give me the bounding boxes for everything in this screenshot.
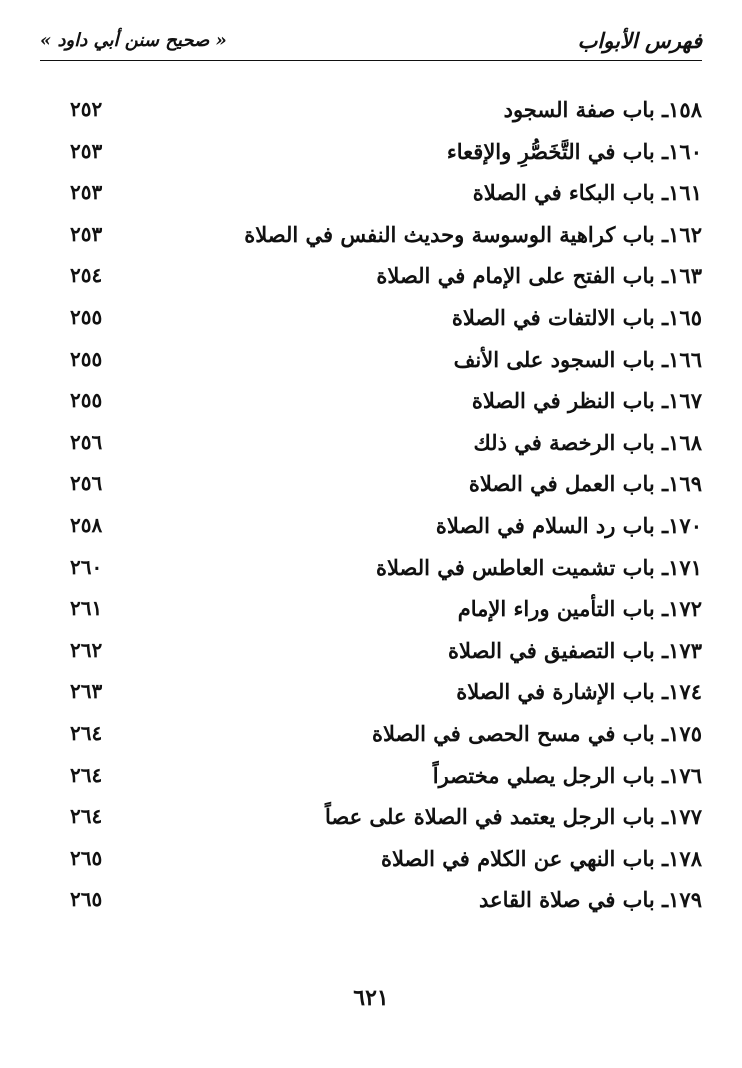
toc-entry [70, 301, 702, 343]
toc-entry-page: ٢٥٦ [70, 429, 103, 454]
toc-entry-title: ١٧٤ـ باب الإشارة في الصلاة [456, 679, 702, 705]
toc-entry [70, 176, 702, 218]
toc-entry [70, 675, 702, 717]
toc-entry [70, 551, 702, 593]
toc-entry [70, 135, 702, 177]
toc-entry-title: ١٧٣ـ باب التصفيق في الصلاة [447, 637, 702, 663]
section-title: فهرس الأبواب [577, 28, 702, 53]
toc-entry-title: ١٦٧ـ باب النظر في الصلاة [471, 388, 702, 414]
toc-entry-title: ١٧٢ـ باب التأمين وراء الإمام [457, 596, 702, 622]
toc-entry-title: ١٧٧ـ باب الرجل يعتمد في الصلاة على عصاً [324, 804, 702, 830]
toc-entry-page: ٢٥٣ [70, 138, 103, 163]
toc-entry-page: ٢٥٣ [70, 180, 103, 205]
header-divider [40, 60, 702, 61]
toc-entry-title: ١٦٦ـ باب السجود على الأنف [453, 346, 702, 372]
toc-entry [70, 343, 702, 385]
toc-entry [70, 800, 702, 842]
toc-entry-page: ٢٦٤ [70, 804, 103, 829]
toc-entry-page: ٢٥٣ [70, 221, 103, 246]
toc-entry-page: ٢٥٢ [70, 97, 103, 121]
toc-entry-title: ١٦٨ـ باب الرخصة في ذلك [473, 429, 702, 455]
toc-entry [70, 883, 702, 925]
toc-entry [70, 634, 702, 676]
toc-entry-title: ١٦٢ـ باب كراهية الوسوسة وحديث النفس في الصلاة [244, 221, 702, 247]
toc-entry-title: ١٦٥ـ باب الالتفات في الصلاة [451, 304, 702, 330]
toc-entry-title: ١٦١ـ باب البكاء في الصلاة [472, 180, 702, 206]
toc-entry-title: ١٧٠ـ باب رد السلام في الصلاة [435, 512, 702, 538]
toc-entry [70, 509, 702, 551]
toc-entry [70, 592, 702, 634]
toc-entry [70, 426, 702, 468]
toc-entry-title: ١٥٨ـ باب صفة السجود [503, 97, 702, 122]
toc-entry-title: ١٦٣ـ باب الفتح على الإمام في الصلاة [376, 263, 702, 289]
toc-entry [70, 717, 702, 759]
toc-entry-page: ٢٦٠ [70, 554, 103, 579]
toc-entry-page: ٢٥٥ [70, 346, 103, 371]
toc-entry [70, 259, 702, 301]
toc-entry [70, 218, 702, 260]
toc-entry [70, 467, 702, 509]
toc-entry-page: ٢٥٥ [70, 304, 103, 329]
table-of-contents [70, 93, 702, 925]
toc-entry-title: ١٧٥ـ باب في مسح الحصى في الصلاة [372, 720, 702, 746]
toc-entry [70, 842, 702, 884]
toc-entry-title: ١٧٨ـ باب النهي عن الكلام في الصلاة [380, 845, 702, 871]
running-header [40, 22, 702, 62]
toc-entry-page: ٢٥٤ [70, 263, 103, 288]
toc-entry-page: ٢٥٥ [70, 388, 103, 413]
toc-entry-page: ٢٦١ [70, 596, 103, 621]
toc-entry-title: ١٦٩ـ باب العمل في الصلاة [468, 471, 702, 497]
toc-entry [70, 759, 702, 801]
toc-entry-page: ٢٥٦ [70, 471, 103, 496]
toc-entry [70, 93, 702, 135]
toc-entry-page: ٢٥٨ [70, 512, 103, 537]
toc-entry-page: ٢٦٥ [70, 845, 103, 870]
toc-entry-page: ٢٦٤ [70, 720, 103, 745]
toc-entry-page: ٢٦٥ [70, 887, 103, 912]
toc-entry-page: ٢٦٢ [70, 637, 103, 662]
toc-entry-title: ١٧٦ـ باب الرجل يصلي مختصراً [432, 762, 702, 788]
toc-entry-title: ١٦٠ـ باب في التَّخَصُّرِ والإقعاء [446, 138, 702, 164]
toc-entry [70, 384, 702, 426]
page-number: ٦٢١ [353, 985, 389, 1011]
toc-entry-page: ٢٦٣ [70, 679, 103, 704]
toc-entry-title: ١٧١ـ باب تشميت العاطس في الصلاة [375, 554, 702, 580]
toc-entry-title: ١٧٩ـ باب في صلاة القاعد [479, 887, 702, 913]
book-title: « صحيح سنن أبي داود » [40, 30, 227, 51]
toc-entry-page: ٢٦٤ [70, 762, 103, 787]
